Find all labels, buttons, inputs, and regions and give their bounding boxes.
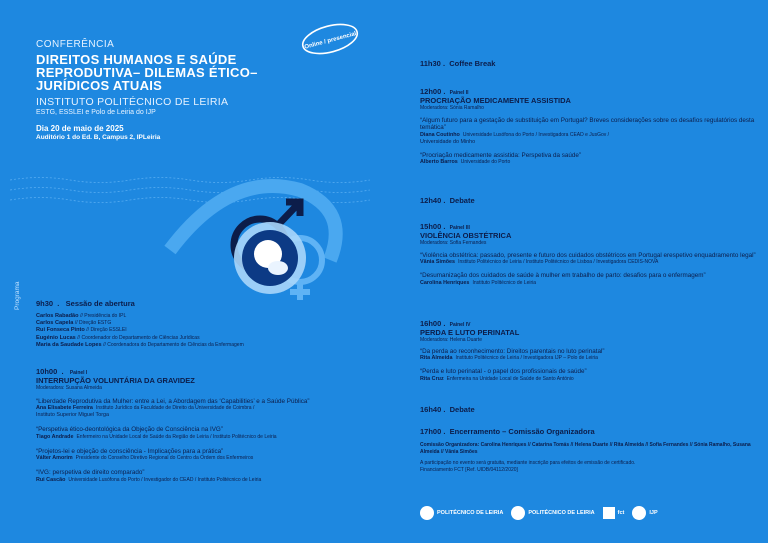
panel2-title: PROCRIAÇÃO MEDICAMENTE ASSISTIDA xyxy=(420,96,571,105)
panel1-heading: 10h00 . Painel I xyxy=(36,367,88,376)
talk-item xyxy=(420,368,760,382)
talk-item xyxy=(36,448,376,462)
event-date: Dia 20 de maio de 2025 xyxy=(36,124,124,133)
ijp-logo: IJP xyxy=(632,506,657,520)
svg-text:Online / presencial: Online / presencial xyxy=(303,31,358,51)
debate-1: 12h40 . Debate xyxy=(420,196,475,205)
panel3-moderator: Moderadora: Sofia Fernandes xyxy=(420,240,487,246)
talk-title: “Procriação medicamente assistida: Perspetiva da saúde” xyxy=(420,151,581,159)
event-venue: Auditório 1 do Ed. B, Campus 2, IPLeiria xyxy=(36,134,161,141)
institution: INSTITUTO POLITÉCNICO DE LEIRIA xyxy=(36,96,229,108)
talk-affiliation: Universidade do Minho xyxy=(420,138,476,145)
opening-time: 9h30 xyxy=(36,299,54,308)
online-presencial-badge xyxy=(296,22,364,56)
fct-logo: fct xyxy=(603,507,625,519)
talk-speaker: Tiago Andrade Enfermeiro na Unidade Local de Saúde da Região de Leiria / Instituto Politécnico de Leiria xyxy=(36,433,277,440)
panel4-section xyxy=(420,319,760,383)
closing: 17h00 . Encerramento – Comissão Organizadora xyxy=(420,427,595,436)
talk-item xyxy=(420,348,760,362)
talk-item xyxy=(36,469,376,483)
panel3-section xyxy=(420,222,760,287)
debate-2: 16h40 . Debate xyxy=(420,405,475,414)
talk-title: “Liberdade Reprodutiva da Mulher: entre a Lei, a Abordagem das ‘Capabilities’ e a Saúde Pública” xyxy=(36,398,310,405)
talk-item xyxy=(420,117,760,146)
talk-speaker: Carolina Henriques Instituto Politécnico de Leiria xyxy=(420,279,537,286)
opening-person: Rui Fonseca Pinto // Direção ESSLEI xyxy=(36,327,127,334)
talk-item xyxy=(36,398,376,419)
talk-affiliation: Instituto Superior Miguel Torga xyxy=(36,412,110,419)
panel1-section xyxy=(36,367,376,484)
talk-speaker: Rita Cruz Enfermeira na Unidade Local de Saúde de Santo António xyxy=(420,375,574,382)
talk-speaker: Alberto Barros Universidade do Porto xyxy=(420,159,511,166)
panel4-title: PERDA E LUTO PERINATAL xyxy=(420,328,520,337)
side-label: Programa xyxy=(14,281,21,310)
opening-heading: 9h30 . Sessão de abertura xyxy=(36,299,135,308)
politecnico-leiria-logo: POLITÉCNICO DE LEIRIA xyxy=(511,506,594,520)
panel1-moderator: Moderadora: Susana Almeida xyxy=(36,385,102,391)
talk-item xyxy=(420,152,760,166)
panel3-title: VIOLÊNCIA OBSTÉTRICA xyxy=(420,231,512,240)
organizing-committee: Comissão Organizadora: Carolina Henriques // Catarina Tomás // Helena Duarte // Rita Almeida // Sofia Fernandes // Sónia Ramalho, Susana Almeida // Vânia Simões xyxy=(420,442,751,455)
talk-title: “Da perda ao reconhecimento: Direitos parentais no luto perinatal” xyxy=(420,348,605,355)
talk-speaker: Vânia Simões Instituto Politécnico de Leiria / Instituto Politécnico de Lisboa / Investigadora CEDIS-NOVA xyxy=(420,259,659,266)
talk-title: “Projetos-lei e objeção de consciência - Implicações para a prática” xyxy=(36,447,224,455)
talk-item xyxy=(420,272,760,286)
footer-info xyxy=(420,442,756,474)
talk-item xyxy=(420,252,760,266)
talk-speaker: Válter Amorim Presidente do Conselho Diretivo Regional do Centro da Ordem dos Enfermeiros xyxy=(36,455,254,462)
panel1-title: INTERRUPÇÃO VOLUNTÁRIA DA GRAVIDEZ xyxy=(36,376,195,385)
units: ESTG, ESSLEI e Polo de Leiria do IJP xyxy=(36,109,156,116)
conference-label: CONFERÊNCIA xyxy=(36,39,115,50)
talk-title: “Desumanização dos cuidados de saúde à mulher em trabalho de parto: desafios para o enfermagem” xyxy=(420,272,706,280)
opening-people xyxy=(36,313,376,349)
opening-person: Eugénio Lucas // Coordenador do Departamento de Ciências Jurídicas xyxy=(36,334,200,341)
talk-item xyxy=(36,426,376,440)
talk-title: “Perda e luto perinatal - o papel dos profissionais de saúde” xyxy=(420,368,587,376)
coffee-break: 11h30 . Coffee Break xyxy=(420,59,496,68)
panel2-section xyxy=(420,87,760,166)
talk-title: “Perspetiva ético-deontológica da Objeção de Consciência na IVG” xyxy=(36,426,223,434)
talk-speaker: Rui Cascão Universidade Lusófona do Porto / Investigador do CEAD / Instituto Politécnico de Leiria xyxy=(36,476,262,483)
talk-speaker: Ana Elisabete Ferreira Instituto Jurídico da Faculdade de Direito da Universidade de Coimbra / xyxy=(36,405,255,412)
panel2-moderator: Moderadora: Sónia Ramalho xyxy=(420,105,484,111)
opening-section xyxy=(36,299,376,349)
panel4-moderator: Moderadora: Helena Duarte xyxy=(420,337,482,343)
right-panel xyxy=(384,0,768,543)
opening-title: Sessão de abertura xyxy=(65,299,135,308)
panel1-time: 10h00 xyxy=(36,367,58,376)
logo-strip xyxy=(420,502,658,524)
panel3-heading: 15h00 . Painel III xyxy=(420,222,470,231)
opening-person: Carlos Capela // Direção ESTG xyxy=(36,320,112,327)
talk-speaker: Diana Coutinho Universidade Lusófona do Porto / Investigadora CEAD e JusGov / xyxy=(420,131,610,138)
hero-illustration xyxy=(0,150,384,310)
panel4-heading: 16h00 . Painel IV xyxy=(420,319,471,328)
talk-speaker: Rita Almeida Instituto Politécnico de Leiria / Investigadora IJP – Polo de Leiria xyxy=(420,355,598,362)
politecnico-leiria-logo: POLITÉCNICO DE LEIRIA xyxy=(420,506,503,520)
talk-title: “IVG: perspetiva de direito comparado” xyxy=(36,469,145,477)
registration-note: A participação no evento será gratuita, mediante inscrição para efeitos de emissão de certificado. xyxy=(420,460,636,466)
panel1-label: Painel I xyxy=(69,370,88,376)
funding-note: Financiamento FCT [Ref. UIDB/04112/2020] xyxy=(420,467,518,473)
talk-title: “Violência obstétrica: passado, presente e futuro dos cuidados obstétricos em Portugal erespetivo enquadramento legal” xyxy=(420,252,756,259)
talk-title: “Algum futuro para a gestação de substituição em Portugal? Breves considerações sobre os desafios regulatórios desta temática” xyxy=(420,117,755,132)
opening-person: Carlos Rabadão // Presidência do IPL xyxy=(36,313,127,319)
opening-person: Maria da Saudade Lopes // Coordenadora do Departamento de Ciências da Enfermagem xyxy=(36,341,244,348)
panel2-heading: 12h00 . Painel II xyxy=(420,87,469,96)
coffee-title: Coffee Break xyxy=(449,59,496,68)
conference-title: DIREITOS HUMANOS E SAÚDE REPRODUTIVA– DILEMAS ÉTICO–JURÍDICOS ATUAIS xyxy=(36,52,258,93)
coffee-time: 11h30 xyxy=(420,59,441,68)
